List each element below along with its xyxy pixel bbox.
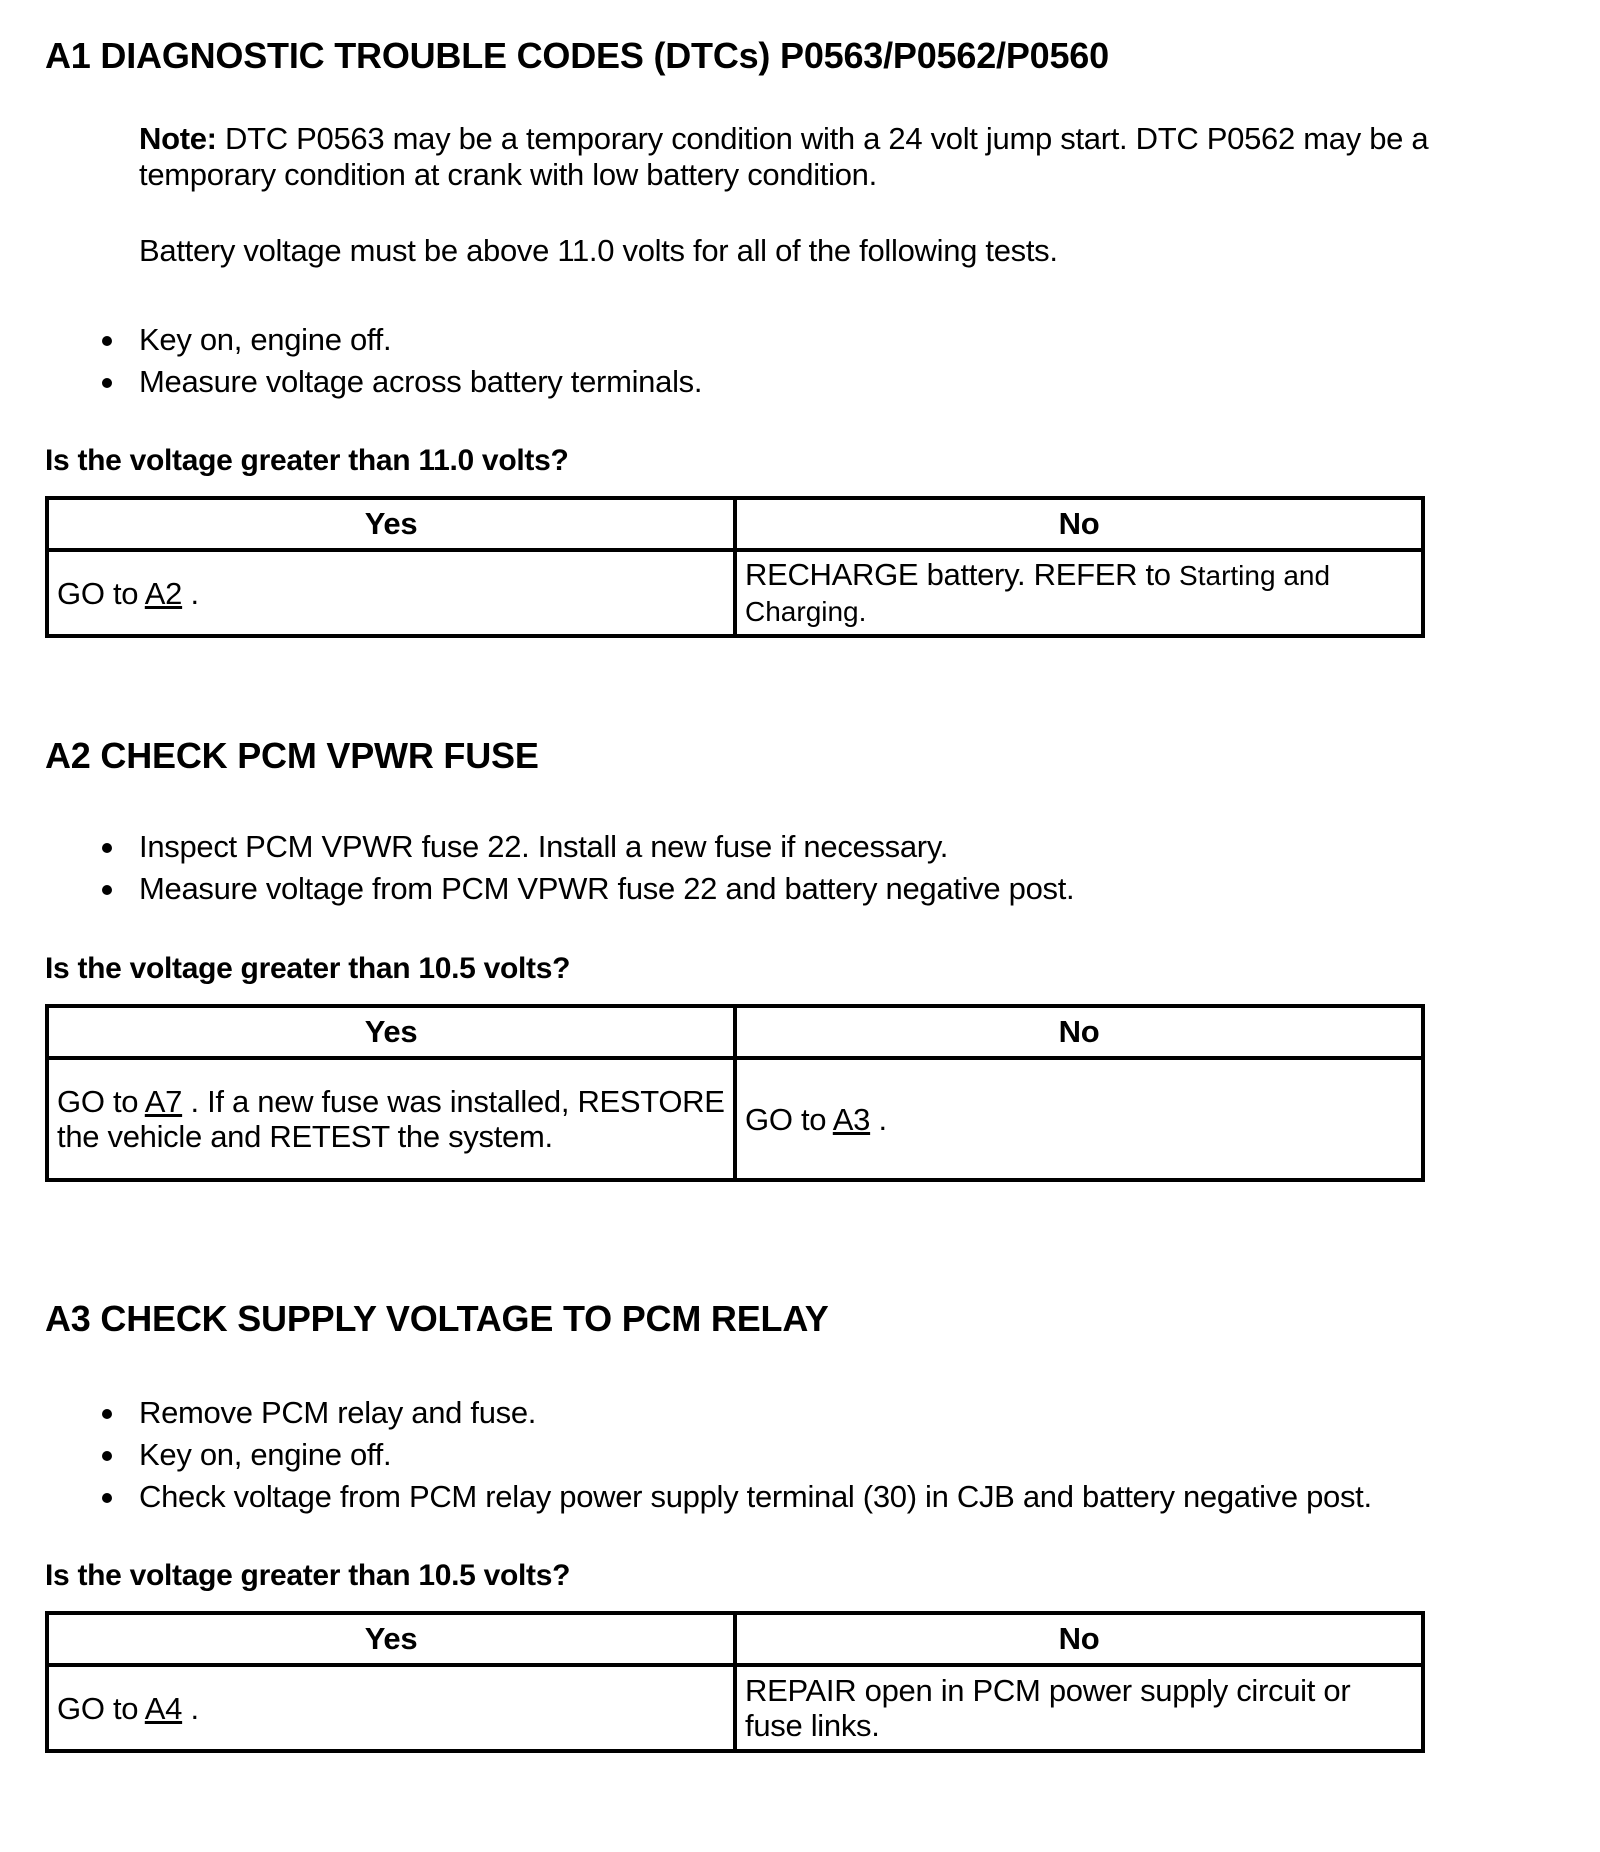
step-text: Measure voltage from PCM VPWR fuse 22 and battery negative post. xyxy=(139,871,1075,906)
section-a2-question: Is the voltage greater than 10.5 volts? xyxy=(45,952,571,985)
no-prefix: GO to xyxy=(745,1101,833,1137)
starting-charging-reference: Starting and Charging. xyxy=(745,560,1331,627)
no-header: No xyxy=(735,1613,1423,1665)
table-row xyxy=(47,1665,1423,1751)
note-label: Note: xyxy=(139,121,217,156)
table-header-row xyxy=(47,1613,1423,1665)
section-a1-note xyxy=(139,121,1479,269)
yes-prefix: GO to xyxy=(57,1084,145,1119)
step-item xyxy=(139,1392,1372,1434)
yes-prefix: GO to xyxy=(57,575,145,611)
yes-cell xyxy=(47,1058,735,1180)
note-paragraph xyxy=(139,121,1479,193)
no-text: RECHARGE battery. REFER to xyxy=(745,557,1180,592)
section-a3-answer-table xyxy=(45,1611,1425,1753)
yes-cell xyxy=(47,1665,735,1751)
yes-header: Yes xyxy=(47,498,735,550)
bullet-icon xyxy=(102,1451,112,1461)
section-a2-answer-table xyxy=(45,1004,1425,1182)
step-item xyxy=(139,1476,1372,1518)
step-text: Check voltage from PCM relay power supply terminal (30) in CJB and battery negative post. xyxy=(139,1479,1372,1514)
step-text: Remove PCM relay and fuse. xyxy=(139,1395,537,1430)
step-item xyxy=(139,361,702,403)
section-a1-question: Is the voltage greater than 11.0 volts? xyxy=(45,444,569,477)
step-item xyxy=(139,826,1074,868)
bullet-icon xyxy=(102,1409,112,1419)
link-a3[interactable]: A3 xyxy=(832,1101,871,1137)
section-a1-steps xyxy=(139,319,702,403)
no-suffix: . xyxy=(870,1101,887,1137)
step-text: Inspect PCM VPWR fuse 22. Install a new fuse if necessary. xyxy=(139,829,949,864)
link-a4[interactable]: A4 xyxy=(144,1690,183,1726)
yes-header: Yes xyxy=(47,1613,735,1665)
section-a3-heading: A3 CHECK SUPPLY VOLTAGE TO PCM RELAY xyxy=(45,1298,829,1339)
bullet-icon xyxy=(102,378,112,388)
step-item xyxy=(139,1434,1372,1476)
section-a3-steps xyxy=(139,1392,1372,1518)
step-item xyxy=(139,868,1074,910)
no-header: No xyxy=(735,498,1423,550)
step-text: Key on, engine off. xyxy=(139,322,392,357)
section-a2-steps xyxy=(139,826,1074,910)
bullet-icon xyxy=(102,1493,112,1503)
no-header: No xyxy=(735,1006,1423,1058)
section-a3-question: Is the voltage greater than 10.5 volts? xyxy=(45,1559,571,1592)
step-item xyxy=(139,319,702,361)
no-cell xyxy=(735,1058,1423,1180)
table-row xyxy=(47,1058,1423,1180)
section-a2-heading: A2 CHECK PCM VPWR FUSE xyxy=(45,735,539,776)
bullet-icon xyxy=(102,843,112,853)
bullet-icon xyxy=(102,885,112,895)
yes-suffix: . xyxy=(182,1690,199,1726)
link-a7[interactable]: A7 xyxy=(144,1084,183,1119)
link-a2[interactable]: A2 xyxy=(144,575,183,611)
bullet-icon xyxy=(102,336,112,346)
step-text: Measure voltage across battery terminals. xyxy=(139,364,703,399)
no-cell xyxy=(735,550,1423,636)
yes-prefix: GO to xyxy=(57,1690,145,1726)
step-text: Key on, engine off. xyxy=(139,1437,392,1472)
note-text: DTC P0563 may be a temporary condition with a 24 volt jump start. DTC P0562 may be a temporary condition at crank with low battery condition. xyxy=(139,121,1429,192)
table-header-row xyxy=(47,498,1423,550)
yes-suffix: . xyxy=(182,575,199,611)
table-header-row xyxy=(47,1006,1423,1058)
section-a1-answer-table xyxy=(45,496,1425,638)
battery-voltage-note: Battery voltage must be above 11.0 volts for all of the following tests. xyxy=(139,233,1058,268)
yes-suffix: . If a new fuse was installed, RESTORE the vehicle and RETEST the system. xyxy=(57,1084,725,1154)
table-row xyxy=(47,550,1423,636)
yes-cell xyxy=(47,550,735,636)
yes-header: Yes xyxy=(47,1006,735,1058)
section-a1-heading: A1 DIAGNOSTIC TROUBLE CODES (DTCs) P0563/P0562/P0560 xyxy=(45,35,1109,76)
no-cell: REPAIR open in PCM power supply circuit or fuse links. xyxy=(735,1665,1423,1751)
